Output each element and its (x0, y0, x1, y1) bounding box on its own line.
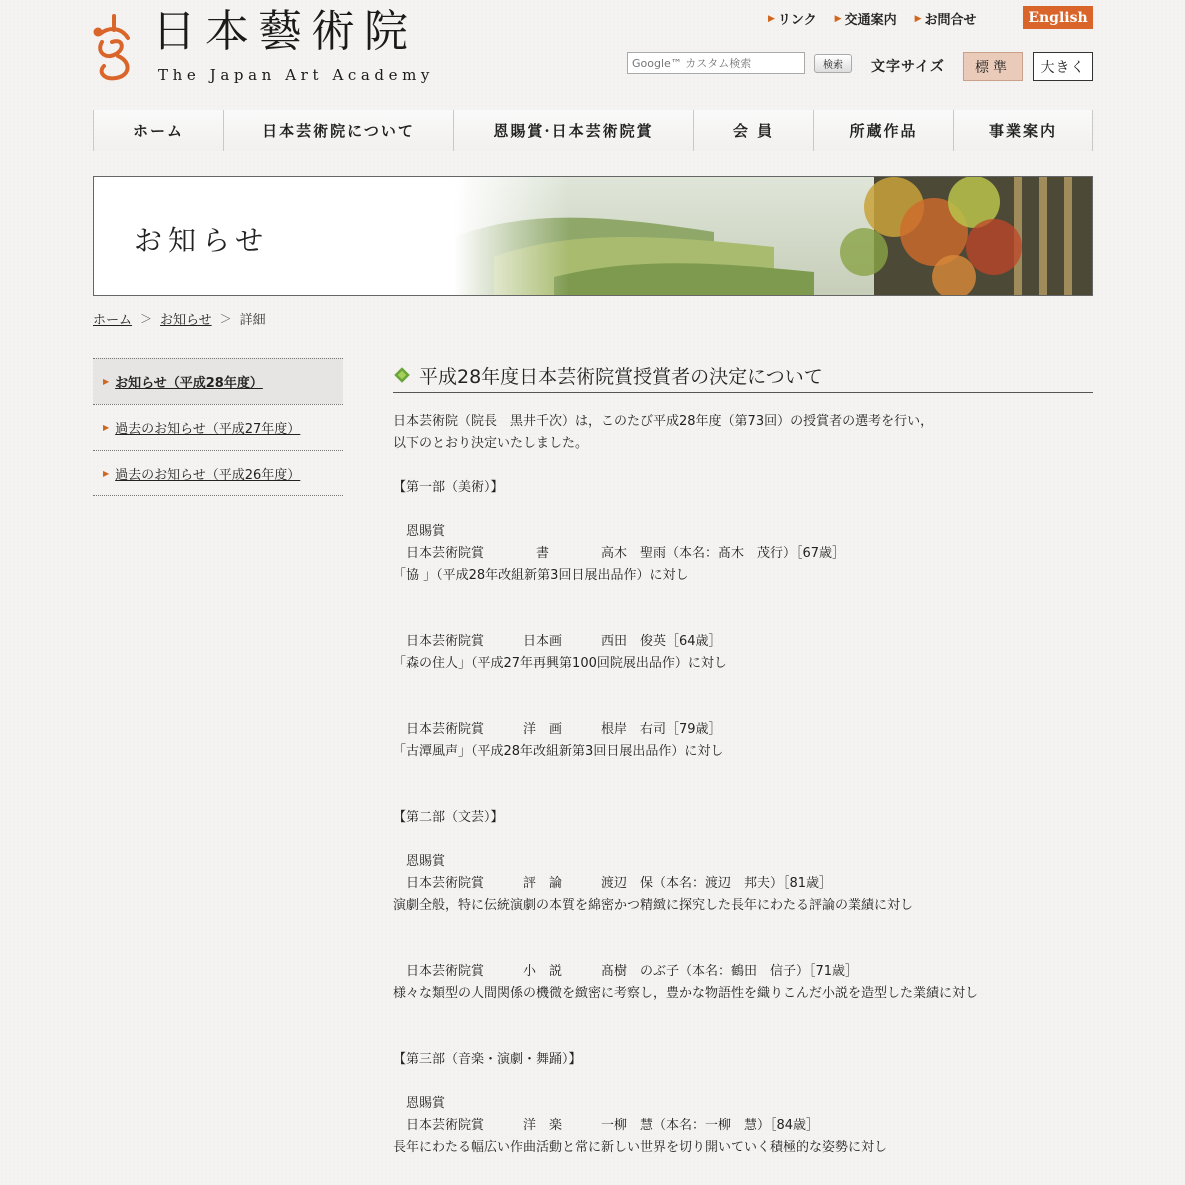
article-line: 【第三部（音楽・演劇・舞踊）】 (393, 1052, 582, 1067)
nav-item-awards[interactable]: 恩賜賞·日本芸術院賞 (453, 110, 693, 151)
article-line (393, 763, 1093, 785)
sidebar-item-news-h28[interactable] (93, 358, 343, 404)
article-line: 恩賜賞 (393, 1096, 446, 1111)
logo-subtitle: The Japan Art Academy (158, 66, 434, 84)
utility-links (768, 9, 977, 28)
breadcrumb-current: 詳細 (239, 313, 266, 328)
global-nav (93, 110, 1093, 151)
article-line (393, 697, 1093, 719)
triangle-right-icon: ▶ (103, 377, 110, 386)
article-line (393, 785, 1093, 807)
article-line (393, 939, 1093, 961)
article-line (393, 499, 1093, 521)
article-line (393, 1071, 1093, 1093)
nav-item-collection[interactable]: 所蔵作品 (813, 110, 953, 151)
triangle-right-icon: ▶ (834, 13, 842, 24)
article-line: 演劇全般，特に伝統演劇の本質を綿密かつ精緻に探究した長年にわたる評論の業績に対し (393, 898, 914, 913)
util-link-label: 交通案内 (844, 13, 897, 28)
util-link-access[interactable] (835, 9, 897, 28)
triangle-right-icon: ▶ (103, 423, 110, 432)
triangle-right-icon: ▶ (103, 468, 110, 478)
article-line (393, 829, 1093, 851)
sidebar-item-label: 過去のお知らせ（平成27年度） (115, 422, 301, 437)
article-line: 日本芸術院賞 日本画 西田 俊英［64歳］ (393, 634, 722, 649)
nav-item-members[interactable]: 会 員 (693, 110, 813, 151)
article-line (393, 587, 1093, 609)
search-input[interactable] (627, 52, 805, 74)
article-line: 日本芸術院賞 小 説 髙樹 のぶ子（本名：鶴田 信子）［71歳］ (393, 964, 859, 979)
search-button[interactable]: 検索 (814, 54, 852, 73)
article-title: 平成28年度日本芸術院賞授賞者の決定について (419, 365, 823, 388)
article-body (393, 411, 1093, 1159)
logo-title[interactable]: 日本藝術院 (152, 6, 417, 57)
article-heading (393, 358, 1093, 393)
article-line: 「古潭風声」（平成28年改組新第3回日展出品作）に対し (393, 744, 724, 759)
banner-title: お知らせ (134, 224, 270, 257)
breadcrumb (93, 309, 266, 328)
sidebar-item-news-h27[interactable] (93, 404, 343, 450)
article-line: 恩賜賞 (393, 524, 446, 539)
font-size-standard-button[interactable]: 標準 (963, 52, 1023, 81)
article-line (393, 1027, 1093, 1049)
article-line (393, 455, 1093, 477)
util-link-contact[interactable] (915, 9, 977, 28)
article-line (393, 609, 1093, 631)
nav-item-projects[interactable]: 事業案内 (953, 110, 1093, 151)
green-diamond-icon (393, 366, 411, 384)
font-size-label: 文字サイズ (871, 59, 945, 75)
article-line: 恩賜賞 (393, 854, 446, 869)
article-line: 日本芸術院賞 評 論 渡辺 保（本名：渡辺 邦夫）［81歳］ (393, 876, 833, 891)
main-content (393, 358, 1093, 1159)
article-line: 日本芸術院（院長 黒井千次）は，このたび平成28年度（第73回）の授賞者の選考を行い， (393, 414, 934, 429)
breadcrumb-news[interactable]: お知らせ (160, 313, 212, 328)
sidebar-item-news-h26[interactable] (93, 450, 343, 496)
sidebar (93, 358, 343, 496)
util-link-links[interactable] (768, 9, 817, 28)
academy-logo-icon[interactable] (92, 12, 138, 84)
english-button[interactable]: English (1023, 6, 1093, 29)
chevron-right-icon: ＞ (140, 312, 153, 326)
nav-item-about[interactable]: 日本芸術院について (223, 110, 453, 151)
breadcrumb-home[interactable]: ホーム (93, 313, 133, 328)
sidebar-item-label: お知らせ（平成28年度） (115, 376, 263, 391)
article-line (393, 917, 1093, 939)
chevron-right-icon: ＞ (219, 312, 232, 326)
page-banner (93, 176, 1093, 296)
garden-photo (454, 177, 1093, 296)
article-line: 長年にわたる幅広い作曲活動と常に新しい世界を切り開いていく積極的な姿勢に対し (393, 1140, 888, 1155)
util-link-label: リンク (777, 13, 817, 28)
font-size-large-button[interactable]: 大きく (1033, 52, 1093, 81)
triangle-right-icon: ▶ (768, 13, 775, 24)
article-line: 以下のとおり決定いたしました。 (393, 436, 589, 451)
article-line: 【第一部（美術）】 (393, 480, 504, 495)
article-line: 日本芸術院賞 洋 画 根岸 右司［79歳］ (393, 722, 722, 737)
util-link-label: お問合せ (924, 13, 977, 28)
article-line: 日本芸術院賞 書 高木 聖雨（本名：髙木 茂行）［67歳］ (393, 546, 846, 561)
sidebar-item-label: 過去のお知らせ（平成26年度） (115, 467, 301, 483)
nav-item-home[interactable]: ホーム (93, 110, 223, 151)
triangle-right-icon: ▶ (914, 13, 922, 24)
article-line: 様々な類型の人間関係の機微を緻密に考察し，豊かな物語性を織りこんだ小説を造型した業績に対し (393, 986, 979, 1001)
article-line: 「協 」（平成28年改組新第3回日展出品作）に対し (393, 568, 689, 583)
article-line (393, 675, 1093, 697)
article-line: 【第二部（文芸）】 (393, 810, 504, 825)
article-line (393, 1005, 1093, 1027)
article-line: 日本芸術院賞 洋 楽 一柳 慧（本名：一柳 慧）［84歳］ (393, 1118, 820, 1133)
article-line: 「森の住人」（平成27年再興第100回院展出品作）に対し (393, 656, 727, 671)
